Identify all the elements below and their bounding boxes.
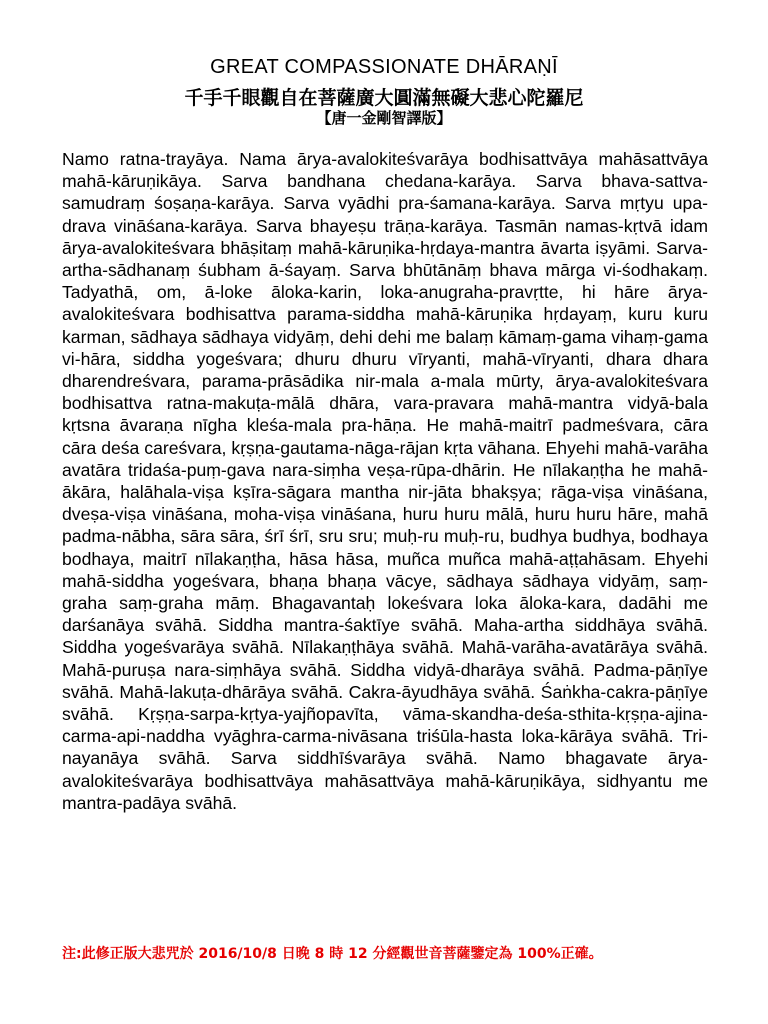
mantra-text: Namo ratna-trayāya. Nama ārya-avalokiteśvarāya bodhisattvāya mahāsattvāya mahā-kāruṇikāya. Sarva bandhana chedana-karāya. Sarva bhava-sattva-samudraṃ śoṣaṇa-karāya. Sarva vyādhi pra-śamana-karāya. Sarva mṛtyu upa-drava vināśana-karāya. Sarva bhayeṣu trāṇa-karāya. Tasmān namas-kṛtvā idam ārya-avalokiteśvara bhāṣitaṃ mahā-kāruṇika-hṛdaya-mantra āvarta iṣyāmi. Sarva-artha-sādhanaṃ śubham ā-śayaṃ. Sarva bhūtānāṃ bhava mārga vi-śodhakaṃ. Tadyathā, om, ā-loke āloka-karin, loka-anugraha-pravṛtte, hi hāre ārya-avalokiteśvara bodhisattva parama-siddha mahā-kāruṇika hṛdayaṃ, kuru kuru karman, sādhaya sādhaya vidyāṃ, dehi dehi me balaṃ kāmaṃ-gama vihaṃ-gama vi-hāra, siddha yogeśvara; dhuru dhuru vīryanti, mahā-vīryanti, dhara dhara dharendreśvara, parama-prāsādika nir-mala a-mala mūrty, ārya-avalokiteśvara bodhisattva ratna-makuṭa-mālā dhāra, vara-pravara mahā-mantra vidyā-bala kṛtsna āvaraṇa nīgha kleśa-mala pra-hāṇa. He mahā-maitrī padmeśvara, cāra cāra deśa careśvara, kṛṣṇa-gautama-nāga-rājan kṛta vāhana. Ehyehi mahā-varāha avatāra tridaśa-puṃ-gava nara-siṃha veṣa-rūpa-dhārin. He nīlakaṇṭha he mahā-ākāra, halāhala-viṣa kṣīra-sāgara mantha nir-jāta bhakṣya; rāga-viṣa vināśana, dveṣa-viṣa vināśana, moha-viṣa vināśana, huru huru mālā, huru huru hāre, mahā padma-nābha, sāra sāra, śrī śrī, sru sru; muḥ-ru muḥ-ru, budhya budhya, bodhaya bodhaya, maitrī nīlakaṇṭha, hāsa hāsa, muñca muñca mahā-aṭṭahāsam. Ehyehi mahā-siddha yogeśvara, bhaṇa bhaṇa vācye, sādhaya sādhaya vidyāṃ, saṃ-graha saṃ-graha māṃ. Bhagavantaḥ lokeśvara loka āloka-kara, dadāhi me darśanāya svāhā. Siddha mantra-śaktīye svāhā. Maha-artha siddhāya svāhā. Siddha yogeśvarāya svāhā. Nīlakaṇṭhāya svāhā. Mahā-varāha-avatārāya svāhā. Mahā-puruṣa nara-siṃhāya svāhā. Siddha vidyā-dharāya svāhā. Padma-pāṇīye svāhā. Mahā-lakuṭa-dhārāya svāhā. Cakra-āyudhāya svāhā. Śaṅkha-cakra-pāṇīye svāhā. Kṛṣṇa-sarpa-kṛtya-yajñopavīta, vāma-skandha-deśa-sthita-kṛṣṇa-ajina-carma-api-naddha vyāghra-carma-nivāsana triśūla-hasta loka-kārāya svāhā. Tri-nayanāya svāhā. Sarva siddhīśvarāya svāhā. Namo bhagavate ārya-avalokiteśvarāya bodhisattvāya mahāsattvāya mahā-kāruṇikāya, sidhyantu me mantra-padāya svāhā. [62, 149, 708, 813]
edition-label: 【唐一金剛智譯版】 [316, 109, 452, 127]
page-title: GREAT COMPASSIONATE DHĀRAṆĪ [210, 56, 558, 78]
chinese-title: 千手千眼觀自在菩薩廣大圓滿無礙大悲心陀羅尼 [184, 87, 584, 109]
verification-note: 注:此修正版大悲咒於 2016/10/8 日晚 8 時 12 分經觀世音菩薩鑒定為 100%正確。 [62, 946, 603, 962]
